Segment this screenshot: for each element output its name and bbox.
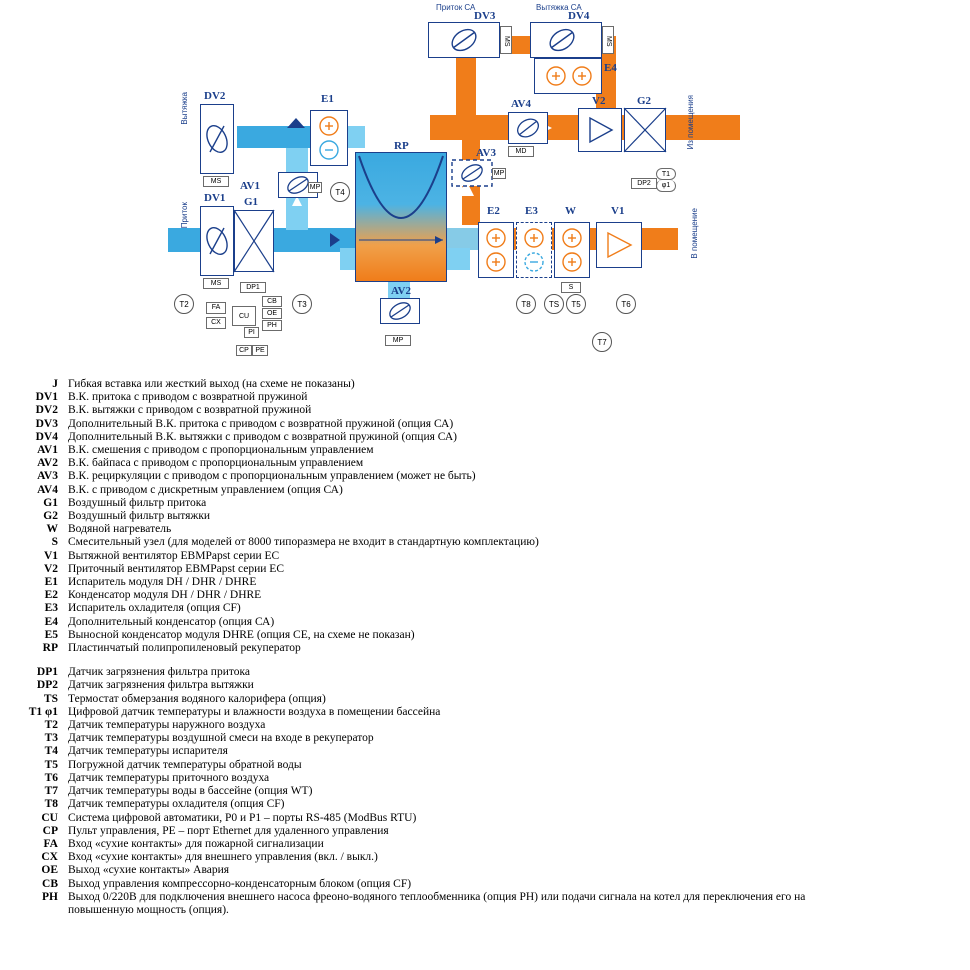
legend-row bbox=[0, 602, 970, 615]
v1-label: V1 bbox=[611, 205, 625, 217]
hvac-schematic bbox=[0, 0, 970, 372]
legend-text: Вход «сухие контакты» для внешнего управления (вкл. / выкл.) bbox=[68, 851, 378, 864]
sensor-t4: T4 bbox=[330, 182, 350, 202]
legend-code: DV4 bbox=[35, 430, 58, 443]
sensor-phi1: φ1 bbox=[656, 180, 676, 192]
dv4-symbol bbox=[530, 22, 602, 58]
dv1-symbol bbox=[200, 206, 234, 276]
cu-box: CU bbox=[232, 306, 256, 326]
legend bbox=[0, 378, 970, 917]
legend-text: Гибкая вставка или жесткий выход (на схеме не показаны) bbox=[68, 378, 355, 390]
v2-label: V2 bbox=[592, 95, 606, 107]
dv2-label: DV2 bbox=[204, 90, 226, 102]
legend-text: Вход «сухие контакты» для пожарной сигнализации bbox=[68, 837, 324, 850]
legend-spacer bbox=[0, 655, 970, 666]
legend-code: CP bbox=[42, 824, 58, 837]
dv2-ms-box: MS bbox=[203, 176, 229, 187]
legend-text: Воздушный фильтр притока bbox=[68, 496, 207, 509]
sensor-ts: TS bbox=[544, 294, 564, 314]
dv2-symbol bbox=[200, 104, 234, 174]
av3-symbol bbox=[452, 160, 492, 186]
legend-text: Испаритель модуля DH / DHR / DHRE bbox=[68, 576, 257, 589]
dv1-ms-box: MS bbox=[203, 278, 229, 289]
legend-group-1 bbox=[0, 378, 970, 655]
legend-row bbox=[0, 878, 970, 891]
legend-row bbox=[0, 418, 970, 431]
sensor-t5: T5 bbox=[566, 294, 586, 314]
legend-code: G1 bbox=[43, 496, 58, 509]
legend-text: Датчик температуры воды в бассейне (опция WT) bbox=[68, 785, 313, 798]
legend-row bbox=[0, 589, 970, 602]
legend-code: T7 bbox=[44, 785, 58, 798]
av3-label: AV3 bbox=[476, 147, 496, 159]
legend-text: Датчик температуры наружного воздуха bbox=[68, 719, 266, 732]
legend-text: Цифровой датчик температуры и влажности воздуха в помещении бассейна bbox=[68, 705, 441, 718]
legend-code: E1 bbox=[44, 576, 58, 589]
legend-text: В.К. с приводом с дискретным управлением (опция СА) bbox=[68, 483, 343, 496]
legend-code: E5 bbox=[44, 628, 58, 641]
legend-row bbox=[0, 497, 970, 510]
legend-code: E4 bbox=[44, 615, 58, 628]
legend-row bbox=[0, 484, 970, 497]
legend-row bbox=[0, 510, 970, 523]
v-pomeshchenie-text: В помещение bbox=[690, 208, 699, 259]
legend-text: Выносной конденсатор модуля DHRE (опция СЕ, на схеме не показан) bbox=[68, 628, 415, 641]
legend-code: DP2 bbox=[36, 679, 58, 692]
e1-label: E1 bbox=[321, 93, 334, 105]
av2-mp-box: MP bbox=[385, 335, 411, 346]
av1-label: AV1 bbox=[240, 180, 260, 192]
legend-row bbox=[0, 629, 970, 642]
legend-text: В.К. смешения с приводом с пропорциональным управлением bbox=[68, 444, 374, 457]
legend-row bbox=[0, 642, 970, 655]
pi-box: PI bbox=[244, 327, 259, 338]
legend-text: Система цифровой автоматики, Р0 и Р1 – порты RS-485 (ModBus RTU) bbox=[68, 811, 417, 824]
e3-symbol bbox=[516, 222, 552, 278]
s-box: S bbox=[561, 282, 581, 293]
sensor-t1: T1 bbox=[656, 168, 676, 180]
e4-symbol bbox=[534, 58, 602, 94]
legend-code: T5 bbox=[44, 758, 58, 771]
pe-box: PE bbox=[252, 345, 268, 356]
legend-row bbox=[0, 706, 970, 719]
dv1-label: DV1 bbox=[204, 192, 226, 204]
av2-symbol bbox=[380, 298, 420, 324]
legend-text: Датчик температуры воздушной смеси на входе в рекуператор bbox=[68, 732, 374, 745]
legend-group-2 bbox=[0, 666, 970, 917]
legend-code: G2 bbox=[43, 510, 58, 523]
legend-row bbox=[0, 523, 970, 536]
av2-label: AV2 bbox=[391, 285, 411, 297]
legend-text: Выход 0/220В для подключения внешнего насоса фреоно-водяного теплообменника (опция PH) или подачи сигнала на котел для переключения его на повышенную мощность (опция). bbox=[68, 890, 806, 916]
legend-row bbox=[0, 825, 970, 838]
av1-mp-box: MP bbox=[309, 184, 321, 191]
legend-row bbox=[0, 693, 970, 706]
g1-symbol bbox=[234, 210, 274, 272]
dv3-label: DV3 bbox=[474, 10, 496, 22]
pritok-sa-text: Приток СА bbox=[436, 3, 476, 12]
legend-code: AV4 bbox=[37, 483, 58, 496]
legend-code: OE bbox=[41, 864, 58, 877]
dv4-ms-box: MS bbox=[602, 26, 614, 54]
legend-code: V2 bbox=[43, 562, 58, 575]
legend-row bbox=[0, 679, 970, 692]
legend-text: Водяной нагреватель bbox=[68, 523, 172, 536]
legend-row bbox=[0, 666, 970, 679]
av3-mp-box: MP bbox=[493, 170, 505, 177]
legend-code: CB bbox=[42, 877, 58, 890]
legend-text: Конденсатор модуля DH / DHR / DHRE bbox=[68, 589, 262, 602]
legend-code: DV1 bbox=[35, 391, 58, 404]
legend-text: В.К. байпаса с приводом с пропорциональным управлением bbox=[68, 457, 364, 470]
legend-row bbox=[0, 759, 970, 772]
dp2-box: DP2 bbox=[631, 178, 657, 189]
legend-text: Испаритель охладителя (опция CF) bbox=[68, 602, 241, 615]
legend-text: Дополнительный В.К. притока с приводом с возвратной пружиной (опция СА) bbox=[68, 417, 454, 430]
legend-code: AV1 bbox=[37, 444, 58, 457]
w-symbol bbox=[554, 222, 590, 278]
legend-text: Приточный вентилятор EBMPapst серии ЕС bbox=[68, 562, 285, 575]
legend-code: AV3 bbox=[37, 470, 58, 483]
legend-code: DP1 bbox=[36, 666, 58, 679]
iz-pomeshcheniya-text: Из помещения bbox=[686, 95, 695, 150]
v2-symbol bbox=[578, 108, 622, 152]
pritok-text: Приток bbox=[180, 202, 189, 229]
legend-row bbox=[0, 550, 970, 563]
vytyazhka-sa-text: Вытяжка СА bbox=[536, 3, 582, 12]
e1-symbol bbox=[310, 110, 348, 166]
av4-symbol bbox=[508, 112, 548, 144]
legend-row bbox=[0, 891, 970, 917]
legend-row bbox=[0, 719, 970, 732]
legend-code: W bbox=[46, 523, 58, 536]
legend-text: Датчик температуры испарителя bbox=[68, 745, 228, 758]
legend-code: T1 φ1 bbox=[28, 705, 58, 718]
legend-row bbox=[0, 864, 970, 877]
sensor-t8: T8 bbox=[516, 294, 536, 314]
e2-symbol bbox=[478, 222, 514, 278]
legend-code: PH bbox=[42, 890, 58, 903]
legend-code: T6 bbox=[44, 771, 58, 784]
legend-row bbox=[0, 798, 970, 811]
legend-row bbox=[0, 772, 970, 785]
g2-symbol bbox=[624, 108, 666, 152]
legend-text: Дополнительный В.К. вытяжки с приводом с возвратной пружиной (опция СА) bbox=[68, 430, 458, 443]
recuperator-curve bbox=[355, 152, 447, 282]
legend-code: E3 bbox=[44, 602, 58, 615]
g2-label: G2 bbox=[637, 95, 652, 107]
legend-code: CX bbox=[41, 851, 58, 864]
legend-code: J bbox=[52, 378, 58, 390]
fa-box: FA bbox=[206, 302, 226, 314]
legend-row bbox=[0, 745, 970, 758]
av4-label: AV4 bbox=[511, 98, 531, 110]
legend-text: Вытяжной вентилятор EBMPapst серии ЕС bbox=[68, 549, 280, 562]
legend-code: T4 bbox=[44, 745, 58, 758]
cb-box: CB bbox=[262, 296, 282, 307]
legend-row bbox=[0, 378, 970, 391]
e3-label: E3 bbox=[525, 205, 538, 217]
legend-code: FA bbox=[43, 837, 58, 850]
legend-code: V1 bbox=[43, 549, 58, 562]
sensor-t7: T7 bbox=[592, 332, 612, 352]
legend-text: Датчик загрязнения фильтра притока bbox=[68, 666, 251, 679]
legend-text: Датчик загрязнения фильтра вытяжки bbox=[68, 679, 254, 692]
legend-text: Выход управления компрессорно-конденсаторным блоком (опция CF) bbox=[68, 877, 412, 890]
legend-code: T8 bbox=[44, 798, 58, 811]
legend-text: Дополнительный конденсатор (опция СА) bbox=[68, 615, 275, 628]
sensor-t2: T2 bbox=[174, 294, 194, 314]
legend-text: В.К. рециркуляции с приводом с пропорциональным управлением (может не быть) bbox=[68, 470, 476, 483]
cp-box: CP bbox=[236, 345, 252, 356]
legend-row bbox=[0, 391, 970, 404]
legend-row bbox=[0, 431, 970, 444]
legend-code: E2 bbox=[44, 589, 58, 602]
legend-row bbox=[0, 404, 970, 417]
legend-text: В.К. вытяжки с приводом с возвратной пружиной bbox=[68, 404, 312, 417]
legend-row bbox=[0, 444, 970, 457]
e4-label: E4 bbox=[604, 62, 617, 74]
legend-code: DV2 bbox=[35, 404, 58, 417]
legend-text: Датчик температуры охладителя (опция CF) bbox=[68, 798, 285, 811]
v1-symbol bbox=[596, 222, 642, 268]
legend-text: Выход «сухие контакты» Авария bbox=[68, 864, 230, 877]
legend-row bbox=[0, 838, 970, 851]
sensor-t6: T6 bbox=[616, 294, 636, 314]
g1-label: G1 bbox=[244, 196, 259, 208]
legend-code: CU bbox=[41, 811, 58, 824]
cx-box: CX bbox=[206, 317, 226, 329]
legend-code: AV2 bbox=[37, 457, 58, 470]
legend-row bbox=[0, 576, 970, 589]
legend-text: В.К. притока с приводом с возвратной пружиной bbox=[68, 391, 308, 404]
legend-text: Датчик температуры приточного воздуха bbox=[68, 771, 270, 784]
rp-label: RP bbox=[394, 140, 409, 152]
legend-code: TS bbox=[43, 692, 58, 705]
legend-row bbox=[0, 851, 970, 864]
legend-text: Погружной датчик температуры обратной воды bbox=[68, 758, 302, 771]
legend-code: DV3 bbox=[35, 417, 58, 430]
av4-md-box: MD bbox=[508, 146, 534, 157]
dv3-ms-box: MS bbox=[500, 26, 512, 54]
legend-row bbox=[0, 732, 970, 745]
dv4-label: DV4 bbox=[568, 10, 590, 22]
legend-text: Термостат обмерзания водяного калорифера (опция) bbox=[68, 692, 326, 705]
dv3-symbol bbox=[428, 22, 500, 58]
legend-text: Пластинчатый полипропиленовый рекуператор bbox=[68, 642, 301, 655]
legend-text: Смесительный узел (для моделей от 8000 типоразмера не входит в стандартную комплектацию) bbox=[68, 536, 539, 549]
sensor-t3: T3 bbox=[292, 294, 312, 314]
legend-row bbox=[0, 812, 970, 825]
legend-text: Воздушный фильтр вытяжки bbox=[68, 510, 211, 523]
legend-row bbox=[0, 563, 970, 576]
legend-code: S bbox=[51, 536, 58, 549]
dp1-box: DP1 bbox=[240, 282, 266, 293]
e2-label: E2 bbox=[487, 205, 500, 217]
legend-code: T2 bbox=[44, 719, 58, 732]
vytyazhka-text: Вытяжка bbox=[180, 92, 189, 125]
legend-text: Пульт управления, РЕ – порт Ethernet для удаленного управления bbox=[68, 824, 389, 837]
legend-code: RP bbox=[42, 642, 58, 655]
legend-row bbox=[0, 457, 970, 470]
legend-row bbox=[0, 536, 970, 549]
oe-box: OE bbox=[262, 308, 282, 319]
legend-row bbox=[0, 470, 970, 483]
legend-row bbox=[0, 616, 970, 629]
legend-row bbox=[0, 785, 970, 798]
legend-code: T3 bbox=[44, 732, 58, 745]
w-label: W bbox=[565, 205, 576, 217]
ph-box: PH bbox=[262, 320, 282, 331]
